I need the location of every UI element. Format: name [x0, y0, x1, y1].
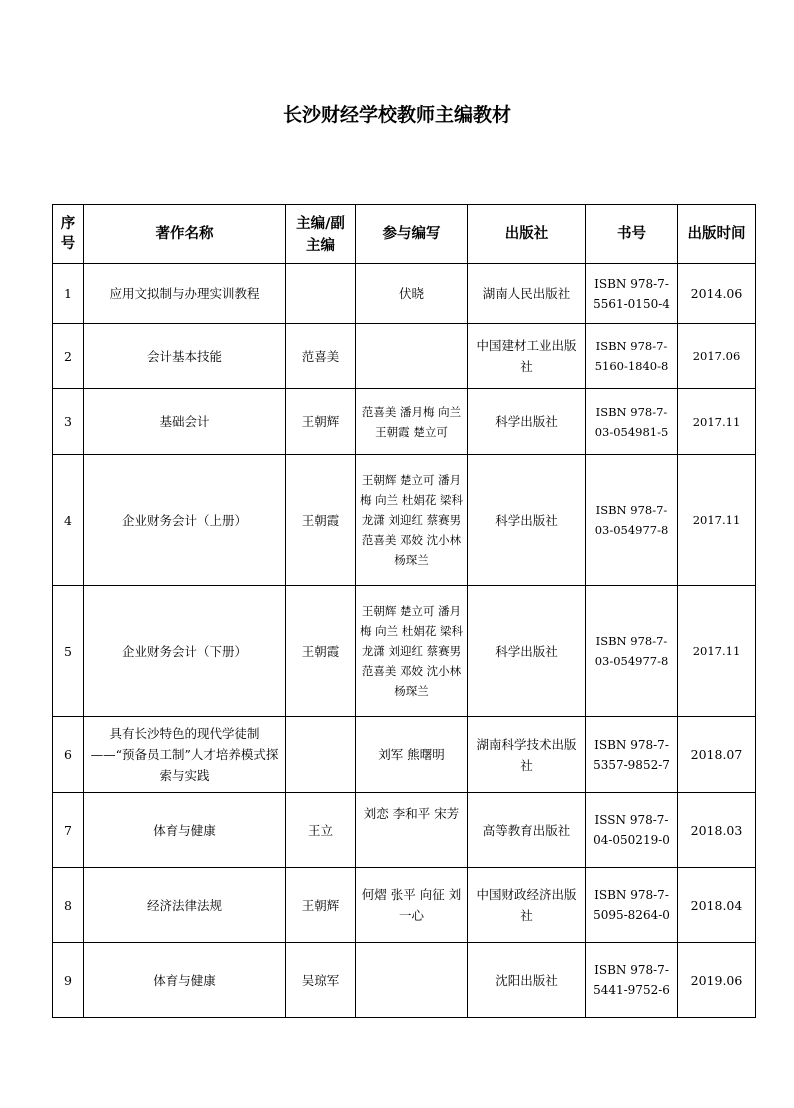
- cell-date: 2017.11: [678, 455, 756, 586]
- cell-name: 企业财务会计（下册）: [84, 586, 286, 717]
- cell-name: 应用文拟制与办理实训教程: [84, 264, 286, 324]
- cell-isbn: ISSN 978-7-04-050219-0: [586, 793, 678, 868]
- header-date: 出版时间: [678, 205, 756, 264]
- cell-contributors: [356, 324, 468, 389]
- cell-editor: [286, 717, 356, 793]
- table-row: [53, 324, 756, 389]
- cell-no: 4: [53, 455, 84, 586]
- cell-contributors: 王朝辉 楚立可 潘月梅 向兰 杜娟花 梁科 龙潇 刘迎红 蔡赛男 范喜美 邓姣 沈小林 杨琛兰: [356, 455, 468, 586]
- cell-publisher: 沈阳出版社: [468, 943, 586, 1018]
- cell-publisher: 中国财政经济出版社: [468, 868, 586, 943]
- cell-no: 7: [53, 793, 84, 868]
- header-editor: [286, 205, 356, 264]
- cell-no: 3: [53, 389, 84, 455]
- cell-editor: 王朝辉: [286, 389, 356, 455]
- table-row: [53, 264, 756, 324]
- cell-date: 2018.04: [678, 868, 756, 943]
- cell-no: 2: [53, 324, 84, 389]
- cell-name: 体育与健康: [84, 943, 286, 1018]
- cell-publisher: 湖南人民出版社: [468, 264, 586, 324]
- cell-date: 2017.11: [678, 389, 756, 455]
- cell-contributors: 伏晓: [356, 264, 468, 324]
- cell-contributors: 刘恋 李和平 宋芳: [356, 793, 468, 868]
- cell-editor: 王朝辉: [286, 868, 356, 943]
- cell-name: 体育与健康: [84, 793, 286, 868]
- cell-date: 2019.06: [678, 943, 756, 1018]
- header-publisher: 出版社: [468, 205, 586, 264]
- cell-name: 基础会计: [84, 389, 286, 455]
- page-title: 长沙财经学校教师主编教材: [282, 104, 511, 126]
- cell-no: 1: [53, 264, 84, 324]
- header-editor-text: 主编/副主编: [296, 216, 345, 254]
- cell-isbn: ISBN 978-7-5357-9852-7: [586, 717, 678, 793]
- textbook-table: [52, 204, 756, 1018]
- cell-publisher: 科学出版社: [468, 586, 586, 717]
- cell-editor: [286, 264, 356, 324]
- cell-publisher: 科学出版社: [468, 455, 586, 586]
- cell-date: 2014.06: [678, 264, 756, 324]
- cell-publisher: 科学出版社: [468, 389, 586, 455]
- header-row: [53, 205, 756, 264]
- table-row: [53, 717, 756, 793]
- header-isbn: 书号: [586, 205, 678, 264]
- cell-name: 经济法律法规: [84, 868, 286, 943]
- cell-isbn: ISBN 978-7-03-054977-8: [586, 455, 678, 586]
- cell-editor: 范喜美: [286, 324, 356, 389]
- header-contributors: 参与编写: [356, 205, 468, 264]
- cell-contributors: [356, 943, 468, 1018]
- cell-date: 2017.11: [678, 586, 756, 717]
- header-no: 序号: [53, 205, 84, 264]
- table-row: [53, 868, 756, 943]
- cell-contributors: 刘军 熊曙明: [356, 717, 468, 793]
- cell-contributors: 范喜美 潘月梅 向兰 王朝霞 楚立可: [356, 389, 468, 455]
- cell-contributors: 王朝辉 楚立可 潘月梅 向兰 杜娟花 梁科 龙潇 刘迎红 蔡赛男 范喜美 邓姣 沈小林 杨琛兰: [356, 586, 468, 717]
- cell-name: 具有长沙特色的现代学徒制——“预备员工制”人才培养模式探索与实践: [84, 717, 286, 793]
- cell-date: 2018.07: [678, 717, 756, 793]
- cell-date: 2018.03: [678, 793, 756, 868]
- cell-name: 企业财务会计（上册）: [84, 455, 286, 586]
- cell-isbn: ISBN 978-7-5160-1840-8: [586, 324, 678, 389]
- cell-editor: 王朝霞: [286, 586, 356, 717]
- cell-name: 会计基本技能: [84, 324, 286, 389]
- cell-isbn: ISBN 978-7-03-054977-8: [586, 586, 678, 717]
- cell-contributors: 何熠 张平 向征 刘一心: [356, 868, 468, 943]
- cell-publisher: 高等教育出版社: [468, 793, 586, 868]
- cell-isbn: ISBN 978-7-5095-8264-0: [586, 868, 678, 943]
- table-row: [53, 793, 756, 868]
- cell-no: 6: [53, 717, 84, 793]
- cell-editor: 王朝霞: [286, 455, 356, 586]
- header-name: 著作名称: [84, 205, 286, 264]
- table-row: [53, 586, 756, 717]
- cell-isbn: ISBN 978-7-5561-0150-4: [586, 264, 678, 324]
- cell-isbn: ISBN 978-7-5441-9752-6: [586, 943, 678, 1018]
- cell-date: 2017.06: [678, 324, 756, 389]
- cell-no: 8: [53, 868, 84, 943]
- cell-isbn: ISBN 978-7-03-054981-5: [586, 389, 678, 455]
- cell-no: 5: [53, 586, 84, 717]
- cell-no: 9: [53, 943, 84, 1018]
- cell-publisher: 中国建材工业出版社: [468, 324, 586, 389]
- table-row: [53, 455, 756, 586]
- cell-editor: 吴琼军: [286, 943, 356, 1018]
- cell-editor: 王立: [286, 793, 356, 868]
- cell-publisher: 湖南科学技术出版社: [468, 717, 586, 793]
- table-row: [53, 943, 756, 1018]
- table-row: [53, 389, 756, 455]
